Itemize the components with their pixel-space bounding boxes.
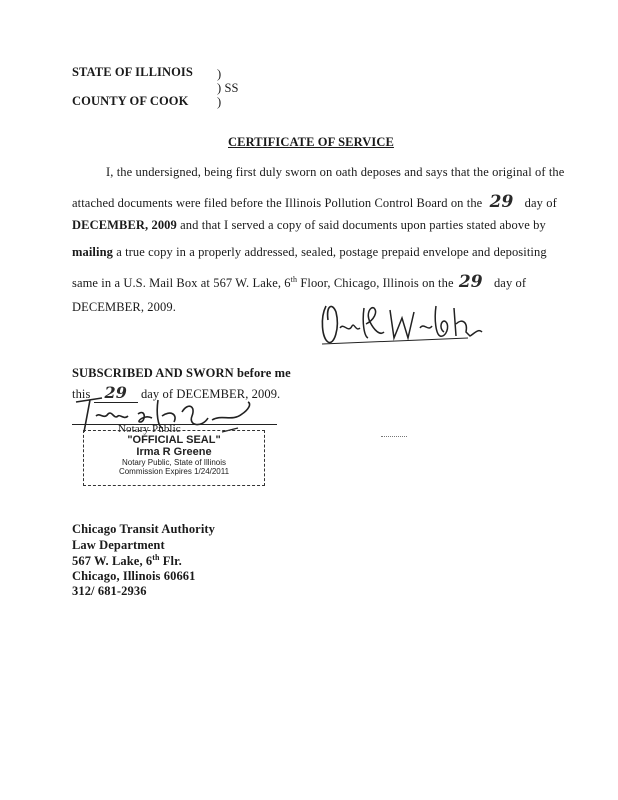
- seal-commission-line: Commission Expires 1/24/2011: [118, 467, 230, 476]
- address-street: [72, 553, 182, 569]
- county-label: COUNTY OF COOK: [72, 94, 189, 108]
- body-line-5-text: same in a U.S. Mail Box at 567 W. Lake, 6: [72, 276, 291, 290]
- page-title: CERTIFICATE OF SERVICE: [228, 135, 394, 149]
- sworn-line-1: SUBSCRIBED AND SWORN before me: [72, 366, 291, 380]
- mailing-word: mailing: [72, 245, 113, 259]
- address-street-end: Flr.: [159, 554, 182, 569]
- venue-paren-3: ): [217, 95, 222, 109]
- sworn-day-handwritten: 29: [94, 383, 138, 403]
- body-line-3: [72, 218, 546, 233]
- venue-ss: ) SS: [217, 81, 239, 95]
- floor-suffix: th: [290, 274, 298, 284]
- filed-date: DECEMBER, 2009: [72, 218, 177, 232]
- address-street-text: 567 W. Lake, 6: [72, 554, 153, 569]
- body-line-2-end: day of: [524, 196, 557, 210]
- sworn-date: day of DECEMBER, 2009.: [140, 387, 281, 401]
- address-city: Chicago, Illinois 60661: [72, 569, 196, 583]
- body-line-6: DECEMBER, 2009.: [72, 300, 176, 314]
- address-org: Chicago Transit Authority: [72, 522, 216, 536]
- address-street-suffix: th: [152, 553, 160, 562]
- address-phone: 312/ 681-2936: [72, 584, 147, 598]
- scan-artifact: [381, 436, 407, 437]
- state-label: STATE OF ILLINOIS: [72, 65, 193, 79]
- body-line-5: [72, 272, 526, 292]
- body-line-3-text: and that I served a copy of said documents upon parties stated above by: [176, 218, 546, 232]
- venue-paren-1: ): [217, 67, 222, 81]
- body-line-1: I, the undersigned, being first duly sworn on oath deposes and says that the original of the: [106, 165, 565, 179]
- official-seal-stamp: [83, 430, 265, 486]
- deponent-signature: [318, 298, 498, 348]
- body-line-4-text: a true copy in a properly addressed, sealed, postage prepaid envelope and depositing: [112, 245, 547, 259]
- seal-notary-name: Irma R Greene: [136, 446, 212, 458]
- sworn-this: this: [72, 387, 91, 401]
- body-line-5-end: day of: [493, 276, 527, 290]
- mailed-day-handwritten: 29: [458, 272, 483, 292]
- seal-state-line: Notary Public, State of Illinois: [121, 458, 227, 467]
- filed-day-handwritten: 29: [489, 192, 514, 212]
- body-line-2: [72, 192, 557, 212]
- body-line-2-text: attached documents were filed before the Illinois Pollution Control Board on the: [72, 196, 483, 210]
- address-dept: Law Department: [72, 538, 165, 552]
- notary-public-label: Notary Public: [118, 423, 181, 435]
- body-line-5-mid: Floor, Chicago, Illinois on the: [297, 276, 454, 290]
- body-line-4: [72, 245, 547, 260]
- seal-title: "OFFICIAL SEAL": [127, 434, 221, 446]
